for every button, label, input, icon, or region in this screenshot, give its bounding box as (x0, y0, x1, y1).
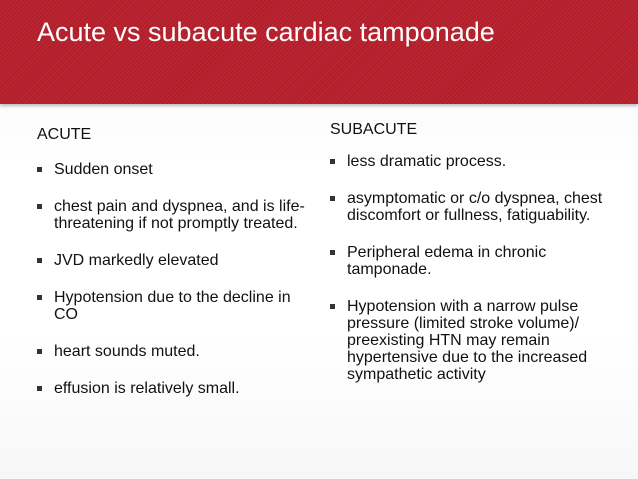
list-item (330, 298, 620, 383)
list-item (37, 198, 312, 232)
bullet-icon (330, 250, 335, 255)
list-item (37, 343, 312, 360)
list-item (37, 380, 312, 397)
list-item-text: JVD markedly elevated (54, 252, 219, 269)
bullet-icon (37, 204, 42, 209)
acute-column (37, 125, 312, 417)
list-item-text: less dramatic process. (347, 153, 507, 170)
bullet-icon (37, 349, 42, 354)
bullet-icon (37, 295, 42, 300)
bullet-icon (37, 167, 42, 172)
list-item-text: Peripheral edema in chronic tamponade. (347, 244, 547, 278)
list-item (330, 153, 620, 170)
list-item-text: heart sounds muted. (54, 343, 200, 360)
list-item (37, 289, 312, 323)
list-item-text: Sudden onset (54, 161, 153, 178)
bullet-icon (37, 386, 42, 391)
list-item-text: effusion is relatively small. (54, 380, 240, 397)
bullet-icon (330, 159, 335, 164)
bullet-icon (330, 196, 335, 201)
list-item-text: Hypotension due to the decline in CO (54, 289, 291, 323)
bullet-icon (330, 304, 335, 309)
slide-title: Acute vs subacute cardiac tamponade (37, 17, 495, 47)
list-item (330, 244, 620, 278)
list-item-text: chest pain and dyspnea, and is life-threatening if not promptly treated. (54, 198, 305, 232)
bullet-icon (37, 258, 42, 263)
list-item (37, 161, 312, 178)
acute-heading: ACUTE (37, 126, 92, 143)
list-item-text: Hypotension with a narrow pulse pressure (limited stroke volume)/ preexisting HTN may remain hypertensive due to the increased sympathetic activity (347, 298, 588, 383)
subacute-heading: SUBACUTE (330, 121, 418, 138)
title-bar (0, 0, 638, 104)
list-item-text: asymptomatic or c/o dyspnea, chest discomfort or fullness, fatiguability. (347, 190, 603, 224)
list-item (37, 252, 312, 269)
acute-list (37, 161, 312, 397)
subacute-list (330, 153, 620, 383)
list-item (330, 190, 620, 224)
subacute-column (330, 120, 620, 403)
